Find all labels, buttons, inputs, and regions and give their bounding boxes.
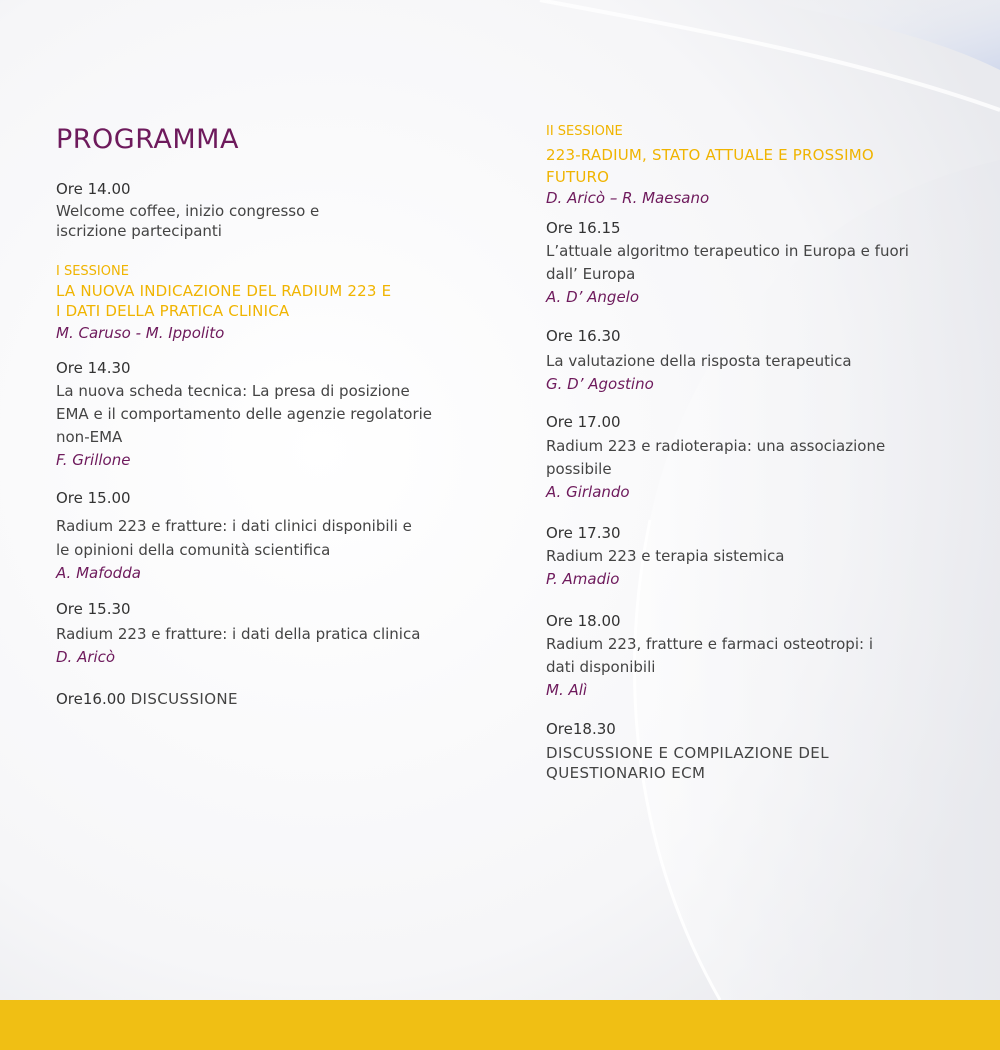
discussion-time: Ore16.00 (56, 690, 126, 708)
talk-item (546, 325, 936, 396)
talk-item (546, 522, 936, 591)
talk-desc-line: possibile (546, 460, 612, 478)
talk-time: Ore 17.30 (546, 524, 621, 542)
talk-desc-line: La nuova scheda tecnica: La presa di posizione (56, 382, 410, 400)
talk-desc-line: Radium 223 e fratture: i dati della pratica clinica (56, 625, 421, 643)
talk-item (546, 217, 936, 309)
session-2-label: II SESSIONE (546, 124, 623, 139)
talk-desc-line: Radium 223 e terapia sistemica (546, 547, 785, 565)
opening-time: Ore 14.00 (56, 180, 131, 198)
talk-desc-line: non-EMA (56, 428, 123, 446)
talk-time: Ore 15.00 (56, 489, 131, 507)
talk-desc-line: La valutazione della risposta terapeutica (546, 352, 852, 370)
session-1-chairs: M. Caruso - M. Ippolito (56, 324, 225, 342)
talk-speaker: F. Grillone (56, 451, 131, 469)
talk-item (56, 357, 476, 472)
talk-desc-line: EMA e il comportamento delle agenzie regolatorie (56, 405, 433, 423)
session-2-title-line: FUTURO (546, 168, 610, 186)
talk-time: Ore 16.30 (546, 327, 621, 345)
talk-item (546, 411, 936, 504)
talk-speaker: M. Alì (546, 681, 588, 699)
talk-time: Ore 16.15 (546, 219, 621, 237)
talk-time: Ore 14.30 (56, 359, 131, 377)
opening-desc-line: iscrizione partecipanti (56, 222, 222, 240)
closing-time: Ore18.30 (546, 720, 616, 738)
talk-desc-line: Radium 223 e fratture: i dati clinici disponibili e (56, 517, 412, 535)
talk-speaker: D. Aricò (56, 648, 116, 666)
talk-speaker: G. D’ Agostino (546, 375, 654, 393)
talk-speaker: A. Mafodda (56, 564, 141, 582)
opening-block (56, 178, 476, 241)
session-1-label: I SESSIONE (56, 264, 129, 279)
session-1-title-line: I DATI DELLA PRATICA CLINICA (56, 302, 290, 320)
talk-time: Ore 18.00 (546, 612, 621, 630)
talk-speaker: A. D’ Angelo (546, 288, 640, 306)
discussion-label: DISCUSSIONE (130, 690, 238, 708)
session-2-title-line: 223-RADIUM, STATO ATTUALE E PROSSIMO (546, 146, 874, 164)
session-1-title-line: LA NUOVA INDICAZIONE DEL RADIUM 223 E (56, 282, 392, 300)
talk-speaker: P. Amadio (546, 570, 620, 588)
closing-desc-line: DISCUSSIONE E COMPILAZIONE DEL (546, 744, 829, 762)
talk-item (546, 610, 936, 702)
talk-speaker: A. Girlando (546, 483, 630, 501)
talk-desc-line: Radium 223 e radioterapia: una associazione (546, 437, 886, 455)
talk-time: Ore 15.30 (56, 600, 131, 618)
page-title: PROGRAMMA (56, 124, 239, 155)
closing-desc-line: QUESTIONARIO ECM (546, 764, 706, 782)
talk-desc-line: Radium 223, fratture e farmaci osteotropi: i (546, 635, 873, 653)
footer-band (0, 1000, 1000, 1050)
talk-desc-line: L’attuale algoritmo terapeutico in Europa e fuori (546, 242, 909, 260)
session-2-closing (546, 718, 936, 783)
session-1-discussion (56, 688, 476, 711)
session-2-header (546, 123, 936, 208)
talk-desc-line: le opinioni della comunità scientifica (56, 541, 331, 559)
opening-desc-line: Welcome coffee, inizio congresso e (56, 202, 320, 220)
talk-desc-line: dati disponibili (546, 658, 656, 676)
talk-desc-line: dall’ Europa (546, 265, 636, 283)
session-2-chairs: D. Aricò – R. Maesano (546, 189, 710, 207)
session-1-header (56, 263, 476, 345)
talk-time: Ore 17.00 (546, 413, 621, 431)
talk-item (56, 487, 476, 585)
talk-item (56, 598, 476, 669)
